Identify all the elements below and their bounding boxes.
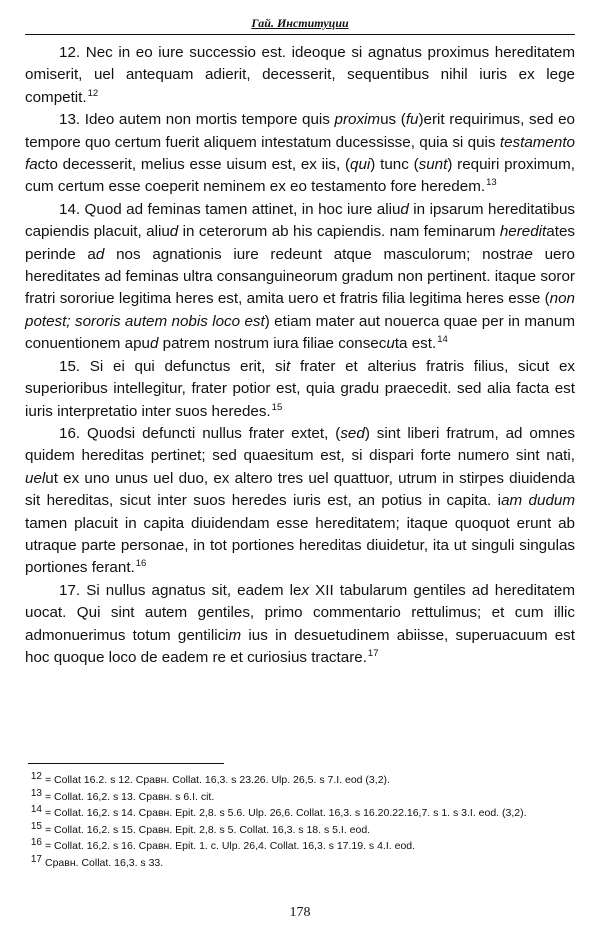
italic-text: u xyxy=(386,335,395,353)
footnote-ref[interactable]: 15 xyxy=(271,401,283,413)
text-run: 15. Si ei qui defunctus erit, si xyxy=(59,357,287,375)
header-title: Гай. Институции xyxy=(251,16,349,30)
footnote-text: = Collat. 16,2. s 16. Сравн. Epit. 1. c. Ulp. 26,4. Collat. 16,3. s 17.19. s 4.I. eod. xyxy=(45,840,416,852)
italic-text: proxim xyxy=(334,111,381,129)
text-run: patrem nostrum iura filiae consec xyxy=(158,335,387,353)
footnote: $^{17}$ Сравн. Collat. 16,3. s 33. xyxy=(30,853,164,869)
text-run: frater et alterius fratris filius, sicut ex superioribus intellegitur, frater potior est, quia gradu praecedit. sed alia facta est iuris interpretatio inter suos heredes. xyxy=(25,357,576,420)
italic-text: d xyxy=(400,200,409,218)
footnote: $^{16}$ = Collat. 16,2. s 16. Сравн. Epit. 1. c. Ulp. 26,4. Collat. 16,3. s 17.19. s 4.I. eod. xyxy=(30,837,416,852)
footnote: $^{12}$ = Collat 16.2. s 12. Сравн. Collat. 16,3. s 23.26. Ulp. 26,5. s 7.I. eod (3,2). xyxy=(30,771,390,786)
text-run: in ipsarum hereditatibus capiendis placuit, aliu xyxy=(25,200,575,241)
paragraph xyxy=(25,423,575,580)
footnote-text: = Collat. 16,2. s 15. Сравн. Epit. 2,8. s 5. Collat. 16,3. s 18. s 5.I. eod. xyxy=(45,823,371,836)
footnote-ref[interactable]: 12 xyxy=(87,87,99,99)
text-run: ut ex uno unus uel duo, ex altero tres uel quattuor, utrum in stirpes diuidenda sit hereditas, sicut inter suos heredes iuris est, an potius in capita. i xyxy=(25,469,575,510)
text-run: nos agnationis iure redeunt atque masculorum; nostr xyxy=(104,245,516,263)
footnote-ref[interactable]: 14 xyxy=(437,334,448,346)
text-run: 13. Ideo autem non mortis tempore quis xyxy=(59,111,335,129)
paragraph xyxy=(25,199,575,356)
italic-text: d xyxy=(149,335,159,353)
paragraph xyxy=(25,580,575,670)
text-run: ) sint liberi fratrum, ad omnes quidem hereditas pertinet; sed quaesitum est, si dispari forte numero sint nati, xyxy=(25,424,575,465)
text-run: ates perinde a xyxy=(25,223,575,263)
italic-text: ae xyxy=(515,245,533,263)
text-run: 12. Nec in eo iure successio est. ideoque si agnatus proximus hereditatem omiserit, uel antequam adierit, decesserit, sequentibus nihil iuris ex lege competit. xyxy=(25,44,575,106)
footnote-ref[interactable]: 13 xyxy=(486,177,497,189)
text-run: cto decesserit, melius esse uisum est, ex iis, ( xyxy=(37,156,351,174)
main-text xyxy=(25,42,575,669)
footnote-text: = Collat. 16,2. s 14. Сравн. Epit. 2,8. s 5.6. Ulp. 26,6. Collat. 16,3. s 16.20.22.16,7. s 1. s 3.I. eod. (3,2). xyxy=(45,807,527,819)
text-run: tamen placuit in capita diuidendam esse hereditatem; itaque quoquot erunt ab utraque parte personae, in tot portiones hereditas diuidetur, ita ut singuli singulas portiones ferant. xyxy=(25,514,575,577)
italic-text: d xyxy=(169,223,179,241)
footnote-ref[interactable]: 16 xyxy=(135,558,147,570)
italic-text: testamento fa xyxy=(25,133,575,174)
italic-text: uel xyxy=(25,469,46,487)
text-run: in ceterorum ab his capiendis. nam feminarum xyxy=(178,223,500,241)
page-number: 178 xyxy=(289,905,311,920)
italic-text: t xyxy=(286,357,291,375)
footnote-ref[interactable]: 17 xyxy=(367,647,379,659)
text-run: ) etiam mater aut nouerca quae per in manum conuentionem apu xyxy=(25,312,575,353)
text-run: 17. Si nullus agnatus sit, eadem le xyxy=(59,581,302,599)
italic-text: am dudum xyxy=(501,492,575,510)
paragraph xyxy=(25,109,575,199)
text-run: 14. Quod ad feminas tamen attinet, in hoc iure aliu xyxy=(59,200,401,218)
footnote-text: = Collat. 16,2. s 13. Сравн. s 6.I. cit. xyxy=(45,790,215,803)
italic-text: fu xyxy=(405,111,419,129)
footnote-text: Сравн. Collat. 16,3. s 33. xyxy=(45,856,164,869)
text-run: us ( xyxy=(380,111,406,129)
italic-text: qui xyxy=(350,156,371,174)
footnote-text: = Collat 16.2. s 12. Сравн. Collat. 16,3. s 23.26. Ulp. 26,5. s 7.I. eod (3,2). xyxy=(45,774,390,786)
text-run: )erit requirimus, sed eo tempore quo certum fuerit aliquem intestatum ducessisse, quia si quis xyxy=(25,111,575,151)
text-run: 16. Quodsi defuncti nullus frater extet, ( xyxy=(59,424,341,442)
text-run: ) tunc ( xyxy=(370,156,419,174)
footnote: $^{15}$ = Collat. 16,2. s 15. Сравн. Epit. 2,8. s 5. Collat. 16,3. s 18. s 5.I. eod. xyxy=(30,820,371,836)
italic-text: sed xyxy=(340,424,365,442)
text-run: XII tabularum gentiles ad hereditatem uocat. Qui sint autem gentiles, primo commentario rettulimus; et cum illic admonuerimus totum gentilici xyxy=(25,581,575,644)
italic-text: heredit xyxy=(499,223,547,241)
italic-text: m xyxy=(228,626,242,644)
text-run: ) requiri proximum, cum certum esse coeperit neminem ex eo testamento fore heredem. xyxy=(25,156,575,196)
footnote: $^{13}$ = Collat. 16,2. s 13. Сравн. s 6.I. cit. xyxy=(30,787,215,803)
text-run: ius in desuetudinem abiisse, superuacuum est hoc quoque loco de eadem re et curiosius tractare. xyxy=(25,626,575,666)
paragraph xyxy=(25,42,575,109)
italic-text: sunt xyxy=(418,156,448,174)
italic-text: x xyxy=(301,581,310,599)
italic-text: non potest; sororis autem nobis loco est xyxy=(25,290,575,330)
running-header xyxy=(25,14,575,35)
italic-text: d xyxy=(95,245,105,263)
footnotes xyxy=(28,772,566,871)
text-run: uero hereditates ad feminas ultra consanguineorum gradum non pertinent. itaque soror fratri sororiue legitima heres est, amita uero et fratris filia legitima heres esse ( xyxy=(25,245,575,308)
footnote: $^{14}$ = Collat. 16,2. s 14. Сравн. Epit. 2,8. s 5.6. Ulp. 26,6. Collat. 16,3. s 16.20.22.16,7. s 1. s 3.I. eod. (3,2). xyxy=(30,804,527,819)
footnote-divider xyxy=(28,763,224,764)
paragraph xyxy=(25,356,575,423)
text-run: ta est. xyxy=(394,335,437,353)
